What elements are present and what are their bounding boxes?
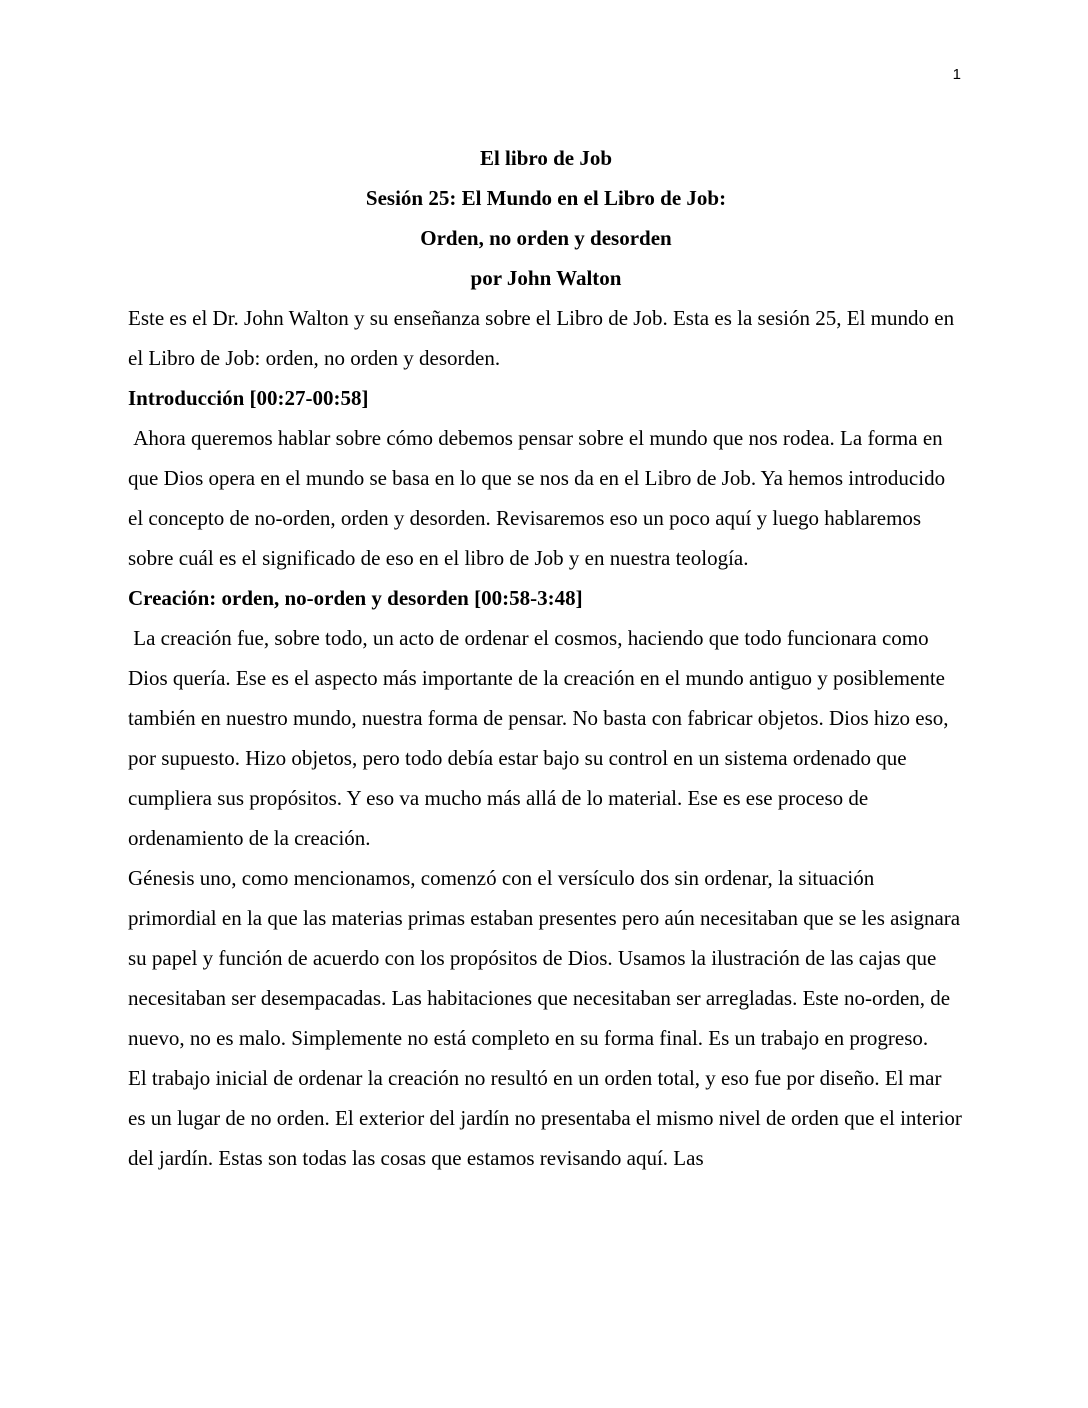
intro-paragraph: Este es el Dr. John Walton y su enseñanza sobre el Libro de Job. Esta es la sesión 25, El mundo en el Libro de Job: orden, no orden y desorden.: [128, 306, 955, 370]
document-title: El libro de Job: [479, 146, 613, 170]
section-heading-introduccion: Introducción [00:27-00:58]: [128, 386, 369, 410]
author-line: por John Walton: [470, 266, 622, 290]
paragraph: El trabajo inicial de ordenar la creación no resultó en un orden total, y eso fue por diseño. El mar es un lugar de no orden. El exterior del jardín no presentaba el mismo nivel de orden que el interior del jardín. Estas son todas las cosas que estamos revisando aquí. Las: [128, 1066, 962, 1170]
session-title: Sesión 25: El Mundo en el Libro de Job:: [365, 186, 727, 210]
page-number: 1: [952, 66, 961, 83]
paragraph: Ahora queremos hablar sobre cómo debemos pensar sobre el mundo que nos rodea. La forma en que Dios opera en el mundo se basa en lo que se nos da en el Libro de Job. Ya hemos introducido el concepto de no-orden, orden y desorden. Revisaremos eso un poco aquí y luego hablaremos sobre cuál es el significado de eso en el libro de Job y en nuestra teología.: [128, 426, 951, 570]
section-heading-creacion: Creación: orden, no-orden y desorden [00:58-3:48]: [128, 586, 583, 610]
paragraph: Génesis uno, como mencionamos, comenzó con el versículo dos sin ordenar, la situación primordial en la que las materias primas estaban presentes pero aún necesitaban que se les asignara su papel y función de acuerdo con los propósitos de Dios. Usamos la ilustración de las cajas que necesitaban ser desempacadas. Las habitaciones que necesitaban ser arregladas. Este no-orden, de nuevo, no es malo. Simplemente no está completo en su forma final. Es un trabajo en progreso.: [128, 866, 961, 1050]
document-body: [128, 138, 964, 1178]
paragraph: La creación fue, sobre todo, un acto de ordenar el cosmos, haciendo que todo funcionara como Dios quería. Ese es el aspecto más importante de la creación en el mundo antiguo y posiblemente también en nuestro mundo, nuestra forma de pensar. No basta con fabricar objetos. Dios hizo eso, por supuesto. Hizo objetos, pero todo debía estar bajo su control en un sistema ordenado que cumpliera sus propósitos. Y eso va mucho más allá de lo material. Ese es ese proceso de ordenamiento de la creación.: [128, 626, 954, 850]
session-subtitle: Orden, no orden y desorden: [420, 226, 672, 250]
